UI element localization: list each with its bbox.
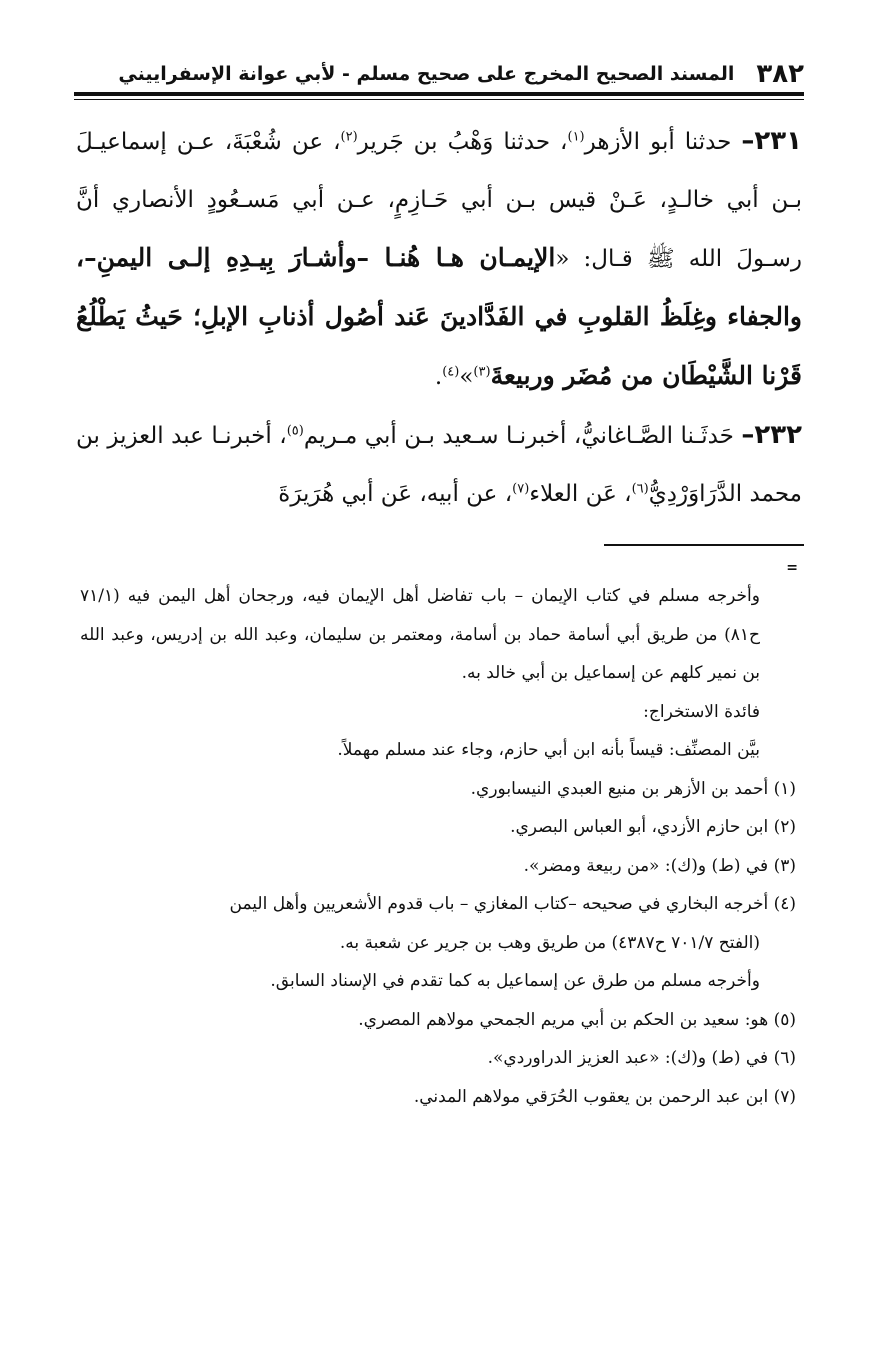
hadith-dash: – — [741, 420, 755, 450]
isnad-text: ، حدثنا وَهْبُ بن جَرير — [357, 129, 568, 155]
footnote-1: (١) أحمد بن الأزهر بن منيع العبدي النيسابوري. — [470, 778, 796, 799]
footnote-ref: (٣) — [473, 364, 491, 380]
header-rule-thick — [74, 92, 804, 96]
footnote-ref: (٥) — [286, 423, 304, 439]
footnote-ref: (١) — [567, 129, 585, 145]
footnote-4-continued: وأخرجه مسلم من طرق عن إسماعيل به كما تقدم في الإسناد السابق. — [270, 971, 760, 991]
footnote-continued-heading: فائدة الاستخراج: — [643, 701, 760, 722]
isnad-text: حدثنا أبو الأزهر — [584, 129, 742, 155]
footnote-ref: (٦) — [631, 481, 649, 497]
footnote-7: (٧) ابن عبد الرحمن بن يعقوب الحُرَقي مولاهم المدني. — [413, 1086, 796, 1107]
main-text — [76, 112, 802, 523]
footnotes — [80, 577, 796, 1116]
hadith-number: ٢٣١ — [754, 126, 803, 156]
isnad-text: ، عن أبيه، عَن أبي هُرَيرَةَ — [278, 481, 513, 507]
sentence-end: . — [434, 364, 443, 390]
footnote-4: (٤) أخرجه البخاري في صحيحه –كتاب المغازي – باب قدوم الأشعريين وأهل اليمن — [229, 894, 796, 914]
footnote-continued-text: وأخرجه مسلم في كتاب الإيمان – باب تفاضل أهل الإيمان فيه، ورجحان أهل اليمن فيه (٧١/١ ح٨١) من طريق أبي أسامة حماد بن أسامة، ومعتمر بن سليمان، وعبد الله بن إدريس، وعبد الله بن نمير كلهم عن إسماعيل بن أبي خالد به. — [80, 586, 760, 683]
footnote-separator — [604, 544, 804, 546]
footnote-4-continued: (الفتح ٧٠١/٧ ح٤٣٨٧) من طريق وهب بن جرير عن شعبة به. — [339, 932, 760, 953]
isnad-text: حَدثَـنا الصَّـاغانيُّ، أخبرنـا سـعيد بـن أبي مـريم — [303, 423, 742, 449]
continuation-mark: = — [786, 560, 798, 576]
footnote-2: (٢) ابن حازم الأزدي، أبو العباس البصري. — [510, 817, 796, 837]
footnote-ref: (٤) — [442, 364, 460, 380]
page-number: ٣٨٢ — [756, 59, 804, 89]
hadith-matn: الإيمـان هـا هُنـا –وأشـارَ بِيـدِهِ إلـى اليمنِ–، والجفاء وغِلَظُ القلوبِ في الفَدَّادينَ عَند أصُول أذنابِ الإبلِ؛ حَيثُ يَطْلُعُ قَرْنا الشَّيْطَان من مُضَر وربيعةَ — [76, 243, 802, 390]
closing-quote: » — [459, 364, 474, 390]
isnad-text: ، أخبرنـا عبد العزيز بن محمد الدَّرَاوَرْدِيُّ — [76, 423, 802, 507]
hadith-232 — [76, 406, 802, 523]
footnote-ref: (٧) — [512, 481, 530, 497]
footnote-3: (٣) في (ط) و(ك): «من ربيعة ومضر». — [523, 855, 796, 876]
isnad-text: ، عن شُعْبَةَ، عـن إسماعيـلَ بـن أبي خالـدٍ، عَـنْ قيس بـن أبي حَـازِمٍ، عـن أبي مَسـعُودٍ الأنصاري أنَّ رسـولَ الله ﷺ قـال: « — [76, 129, 803, 272]
footnote-6: (٦) في (ط) و(ك): «عبد العزيز الدراوردي». — [487, 1048, 796, 1068]
hadith-dash: – — [741, 126, 755, 156]
hadith-231 — [76, 112, 802, 406]
footnote-ref: (٢) — [340, 129, 358, 145]
isnad-text: ، عَن العلاء — [529, 481, 632, 507]
footnote-continued-text: بيَّن المصنِّف: قيساً بأنه ابن أبي حازم، وجاء عند مسلم مهملاً. — [337, 740, 760, 760]
running-header — [74, 56, 804, 92]
footnote-5: (٥) هو: سعيد بن الحكم بن أبي مريم الجمحي مولاهم المصري. — [358, 1009, 796, 1030]
hadith-number: ٢٣٢ — [754, 420, 802, 450]
header-rule-thin — [74, 99, 804, 100]
running-header-title: المسند الصحيح المخرج على صحيح مسلم - لأبي عوانة الإسفراييني — [118, 63, 735, 85]
